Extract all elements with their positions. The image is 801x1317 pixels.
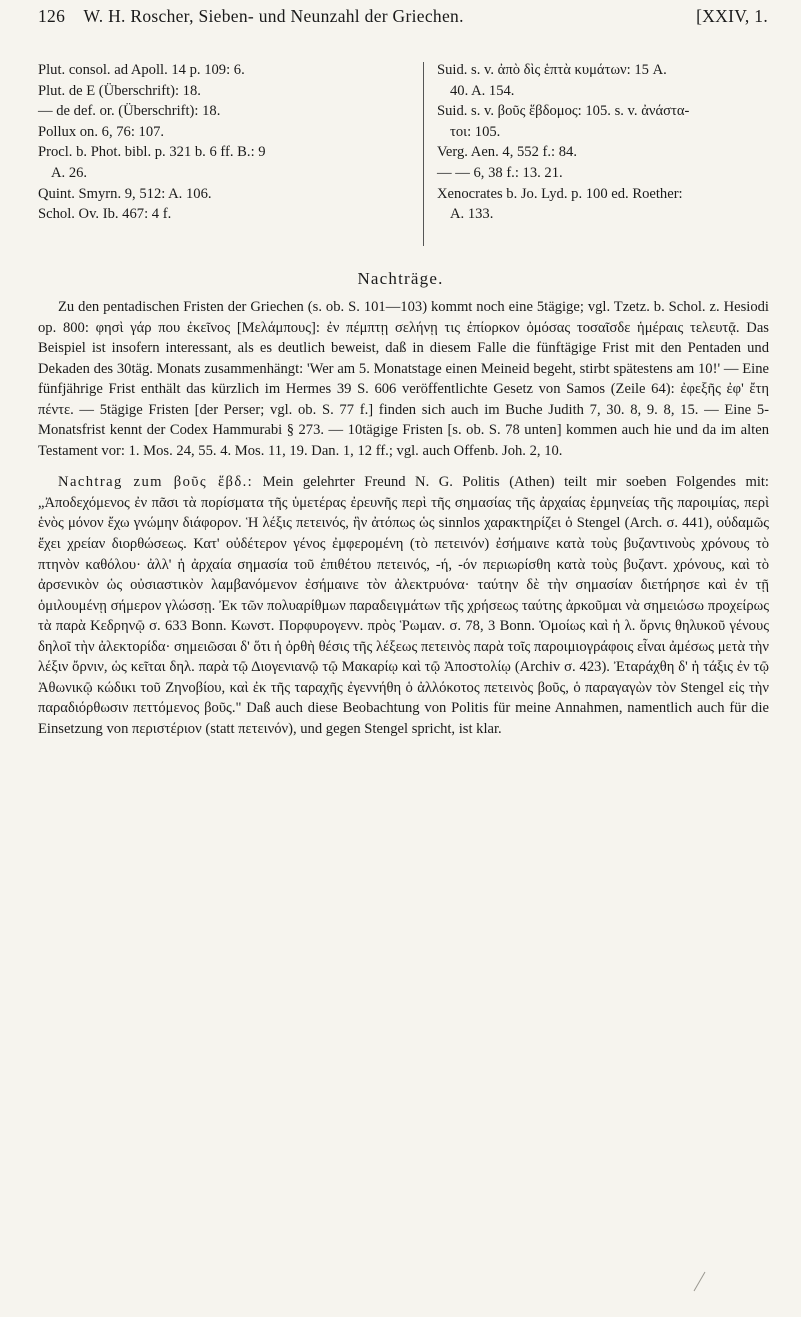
index-entry: Plut. consol. ad Apoll. 14 p. 109: 6.	[38, 62, 245, 78]
index-entry-continuation: τοι: 105.	[450, 123, 501, 140]
index-entry: Suid. s. v. ἀπὸ δὶς ἑπτὰ κυμάτων: 15 A.	[437, 62, 667, 78]
index-entry: Xenocrates b. Jo. Lyd. p. 100 ed. Roether:	[437, 185, 683, 202]
index-entry: Plut. de E (Überschrift): 18.	[38, 82, 201, 99]
index-entry: — — 6, 38 f.: 13. 21.	[437, 164, 563, 181]
index-entry: Pollux on. 6, 76: 107.	[38, 123, 165, 140]
index-entry-continuation: A. 26.	[51, 164, 88, 181]
pencil-mark	[693, 1270, 707, 1292]
paragraph-heading: Nachtrag zum βοῦς ἕβδ.:	[58, 474, 254, 491]
paragraph-nachtrag-bous	[38, 472, 769, 739]
index-column-right	[437, 60, 777, 225]
index-column-left	[38, 60, 368, 225]
body-text	[38, 297, 769, 739]
section-title: Nachträge.	[357, 269, 444, 288]
index-entry: Schol. Ov. Ib. 467: 4 f.	[38, 206, 172, 223]
running-header	[38, 6, 768, 27]
page-number: 126	[38, 6, 66, 26]
volume-reference: [XXIV, 1.	[696, 6, 768, 26]
paragraph-body: Mein gelehrter Freund N. G. Politis (Athen) teilt mir soeben Folgendes mit: „Ἀποδεχόμενος ἐν πᾶσι τὰ πορίσματα τῆς ὑμετέρας ἐρευνῆς περὶ τῆς σημασίας τῆς ἀρχαίας ἑρμηνείας τῆς παροιμίας, περὶ ἑνὸς μόνον ἔχω γνώμην διάφορον. Ἡ λέξις πετεινός, ἣν ἀτόπως ὡς sinnlos χαρακτηρίζει ὁ Stengel (Arch. σ. 441), οὐδαμῶς ἔχει χρείαν διορθώσεως. Κατ' οὐδέτερον γένος ἐμφερομένη (τὸ πετεινόν) ἐσήμαινε κατὰ τοὺς βυζαντινοὺς χρόνους τὸ πτηνὸν καθόλου· ἀλλ' ἡ ἀρχαία σημασία τοῦ ἐπιθέτου πετεινός, -ή, -όν περιωρίσθη κατὰ τοὺς βυζαντ. χρόνους, καὶ τὸ ἀρσενικὸν ὡς οὐσιαστικὸν λαμβανόμενον ἐσήμαινε τὸν ἀλεκτρυόνα· ταύτην δὲ τὴν σημασίαν διετήρησε καὶ ἐν τῇ ὁμιλουμένῃ σήμερον γλώσσῃ. Ἐκ τῶν πολυαρίθμων παραδειγμάτων τῆς χρήσεως ταύτης ἀρκοῦμαι νὰ σημειώσω προχείρως τὰ παρὰ Κεδρηνῷ σ. 633 Bonn. Κωνστ. Πορφυρογενν. πρὸς Ῥωμαν. σ. 78, 3 Bonn. Ὁμοίως καὶ ἡ λ. ὄρνις θηλυκοῦ γένους δηλοῖ τὴν ἀλεκτορίδα· σημειῶσαι δ' ὅτι ἡ ὀρθὴ θέσις τῆς λέξεως πετεινὸς παρὰ τοῖς παροιμιογράφοις εἶναι ἀμέσως μετὰ τὴν λέξιν ὄρνιν, ὡς κεῖται δηλ. παρὰ τῷ Διογενιανῷ τῷ Μακαρίῳ καὶ τῷ Ἀποστολίῳ (Archiv σ. 423). Ἐταράχθη δ' ἡ τάξις ἐν τῷ Ἀθωνικῷ κώδικι τοῦ Ζηνοβίου, καὶ ἐκ τῆς ταραχῆς ἐγεννήθη ὁ ἀλλόκοτος πετεινὸς βοῦς, ὁ παραγαγὼν τὸν Stengel εἰς τὴν παραδιόρθωσιν πεττόμενος βοῦς." Daß auch diese Beobachtung von Politis für meine Annahmen, namentlich auch für die Einsetzung von περιστέριον (statt πετεινόν), und gegen Stengel spricht, ist klar.	[38, 474, 769, 737]
running-title: W. H. Roscher, Sieben- und Neunzahl der Griechen.	[83, 6, 464, 26]
index-entry: Procl. b. Phot. bibl. p. 321 b. 6 ff. B.: 9	[38, 144, 266, 161]
index-entry-continuation: 40. A. 154.	[450, 82, 515, 99]
paragraph-pentadic-fristen: Zu den pentadischen Fristen der Griechen (s. ob. S. 101—103) kommt noch eine 5tägige; vgl. Tzetz. b. Schol. z. Hesiodi op. 800: φησὶ γάρ που ἐκεῖνος [Μελάμπους]: ἐν πέμπτῃ σελήνῃ τις ἐπίορκον ὀμόσας τοσαῖσδε ἡμέραις τελευτᾷ. Das Beispiel ist insofern interessant, als es deutlich beweist, daß in diesem Falle die fünftägige Frist mit den Pentaden und Dekaden des 30täg. Monats zusammenhängt: 'Wer am 5. Monatstage einen Meineid begeht, stirbt spätestens am 10!' — Eine fünfjährige Frist enthält das kürzlich im Hermes 39 S. 606 veröffentlichte Gesetz von Samos (Zeile 64): ἐφεξῆς ἐφ' ἔτη πέντε. — 5tägige Fristen [der Perser; vgl. ob. S. 77 f.] finden sich auch im Buche Judith 7, 30. 8, 9. 8, 15. — Eine 5-Monatsfrist kennt der Codex Hammurabi § 273. — 10tägige Fristen [s. ob. S. 78 unten] kommen auch hie und da im alten Testament vor: 1. Mos. 24, 55. 4. Mos. 11, 19. Dan. 1, 12 ff.; vgl. auch Offenb. Joh. 2, 10.	[38, 299, 769, 459]
index-entry: Suid. s. v. βοῦς ἕβδομος: 105. s. v. ἀνάστα-	[437, 103, 690, 120]
index-entry: Verg. Aen. 4, 552 f.: 84.	[437, 144, 577, 161]
index-entry-continuation: A. 133.	[450, 206, 494, 223]
column-divider	[423, 62, 424, 246]
index-entry: — de def. or. (Überschrift): 18.	[38, 103, 221, 120]
index-entry: Quint. Smyrn. 9, 512: A. 106.	[38, 185, 212, 202]
